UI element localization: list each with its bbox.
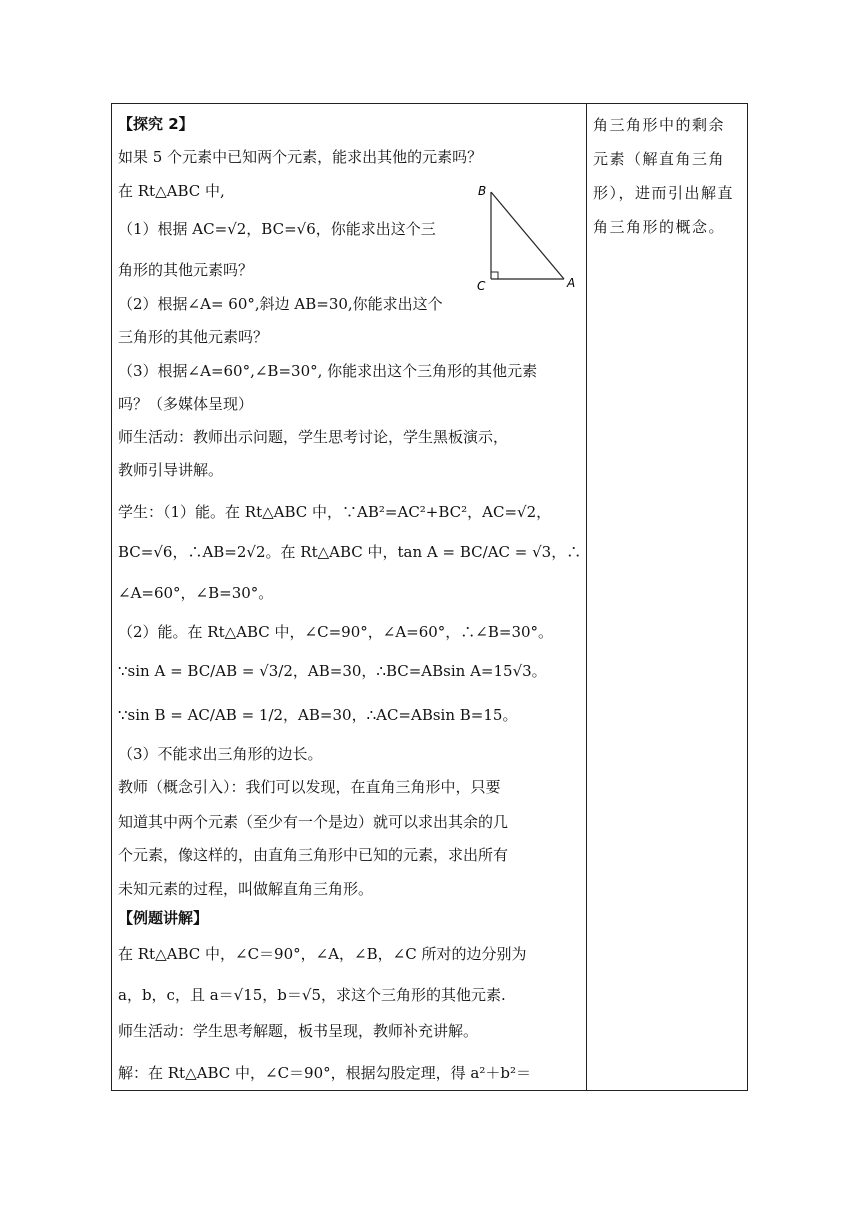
student-answer-1-c: ∠A=60°，∠B=30°。 — [118, 584, 274, 602]
example-b: a，b，c，且 a＝√15，b＝√5，求这个三角形的其他元素. — [118, 986, 506, 1004]
teacher-concept-b: 知道其中两个元素（至少有一个是边）就可以求出其余的几 — [118, 813, 509, 831]
student-answer-2-b: ∵sin A = BC/AB = √3/2，AB=30，∴BC=ABsin A=15√3。 — [118, 662, 547, 680]
vertex-label-b: B — [478, 184, 487, 198]
column-divider — [586, 104, 587, 1090]
student-answer-2-a: （2）能。在 Rt△ABC 中，∠C=90°，∠A=60°，∴∠B=30°。 — [118, 623, 554, 641]
vertex-label-c: C — [477, 279, 486, 293]
question-2-b: 三角形的其他元素吗？ — [118, 328, 269, 346]
solution-start: 解：在 Rt△ABC 中，∠C＝90°，根据勾股定理，得 a²＋b²＝ — [118, 1064, 531, 1082]
student-answer-2-c: ∵sin B = AC/AB = 1/2，AB=30，∴AC=ABsin B=15。 — [118, 706, 518, 724]
vertex-label-a: A — [567, 276, 576, 290]
activity-1-a: 师生活动：教师出示问题，学生思考讨论，学生黑板演示， — [118, 428, 509, 446]
activity-2: 师生活动：学生思考解题，板书呈现，教师补充讲解。 — [118, 1022, 479, 1040]
explore-title: 【探究 2】 — [118, 115, 194, 133]
question-2-a: （2）根据∠A= 60°,斜边 AB=30,你能求出这个 — [118, 295, 443, 313]
student-answer-3: （3）不能求出三角形的边长。 — [118, 745, 323, 763]
note-line-1: 角三角形中的剩余 — [593, 116, 726, 134]
right-triangle-figure — [474, 182, 580, 294]
note-line-4: 角三角形的概念。 — [593, 218, 726, 236]
question-intro: 如果 5 个元素中已知两个元素，能求出其他的元素吗？ — [118, 148, 483, 166]
question-3-a: （3）根据∠A=60°,∠B=30°, 你能求出这个三角形的其他元素 — [118, 362, 538, 380]
question-1-b: 角形的其他元素吗？ — [118, 261, 254, 279]
question-3-b: 吗？（多媒体呈现） — [118, 395, 254, 413]
example-title: 【例题讲解】 — [118, 909, 209, 927]
teacher-concept-d: 未知元素的过程，叫做解直角三角形。 — [118, 880, 374, 898]
student-answer-1-b: BC=√6，∴AB=2√2。在 Rt△ABC 中，tan A = BC/AC = √3，∴ — [118, 543, 582, 561]
in-rt-triangle: 在 Rt△ABC 中, — [118, 182, 225, 200]
activity-1-b: 教师引导讲解。 — [118, 461, 224, 479]
note-line-2: 元素（解直角三角 — [593, 150, 726, 168]
teacher-concept-c: 个元素，像这样的，由直角三角形中已知的元素，求出所有 — [118, 846, 509, 864]
teacher-concept-a: 教师（概念引入）：我们可以发现，在直角三角形中，只要 — [118, 778, 501, 796]
example-a: 在 Rt△ABC 中，∠C＝90°，∠A，∠B，∠C 所对的边分别为 — [118, 945, 527, 963]
student-answer-1-a: 学生：（1）能。在 Rt△ABC 中，∵AB²=AC²+BC²，AC=√2， — [118, 503, 552, 521]
lesson-table — [111, 103, 748, 1091]
question-1-a: （1）根据 AC=√2，BC=√6，你能求出这个三 — [118, 220, 436, 238]
note-line-3: 形），进而引出解直 — [593, 184, 735, 202]
